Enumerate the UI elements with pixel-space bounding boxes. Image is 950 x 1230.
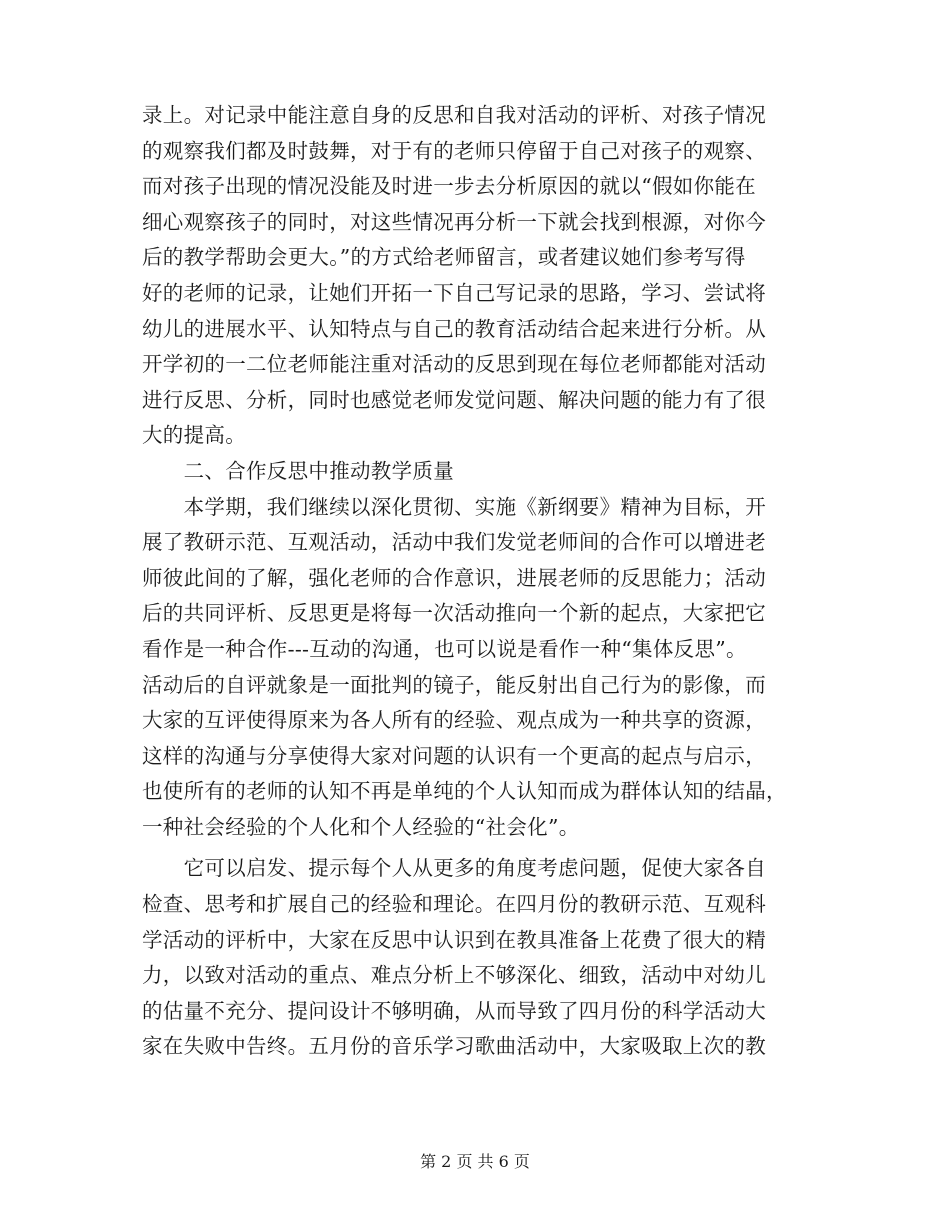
text-line: 而对孩子出现的情况没能及时进一步去分析原因的就以“假如你能在: [142, 174, 756, 199]
text-line: 一种社会经验的个人化和个人经验的“社会化”。: [142, 814, 580, 839]
text-line: 开学初的一二位老师能注重对活动的反思到现在每位老师都能对活动: [142, 352, 766, 377]
text-line: 后的共同评析、反思更是将每一次活动推向一个新的起点，大家把它: [142, 601, 766, 626]
text-line: 的观察我们都及时鼓舞，对于有的老师只停留于自己对孩子的观察、: [142, 138, 766, 163]
text-line: 本学期，我们继续以深化贯彻、实施《新纲要》精神为目标，开: [142, 494, 766, 519]
text-line: 力，以致对活动的重点、难点分析上不够深化、细致，活动中对幼儿: [142, 963, 766, 988]
text-line: 二、合作反思中推动教学质量: [142, 458, 454, 483]
text-line: 看作是一种合作---互动的沟通，也可以说是看作一种“集体反思”。: [142, 636, 747, 661]
page-footer: 第 2 页 共 6 页: [420, 1152, 530, 1171]
text-line: 细心观察孩子的同时，对这些情况再分析一下就会找到根源，对你今: [142, 209, 766, 234]
text-line: 后的教学帮助会更大。”的方式给老师留言，或者建议她们参考写得: [142, 245, 746, 270]
text-line: 展了教研示范、互观活动，活动中我们发觉老师间的合作可以增进老: [142, 530, 766, 555]
text-line: 家在失败中告终。五月份的音乐学习歌曲活动中，大家吸取上次的教: [142, 1034, 766, 1059]
text-line: 也使所有的老师的认知不再是单纯的个人认知而成为群体认知的结晶，: [142, 779, 787, 804]
text-line: 进行反思、分析，同时也感觉老师发觉问题、解决问题的能力有了很: [142, 387, 766, 412]
text-line: 大家的互评使得原来为各人所有的经验、观点成为一种共享的资源，: [142, 708, 766, 733]
text-line: 大的提高。: [142, 423, 246, 448]
text-line: 录上。对记录中能注意自身的反思和自我对活动的评析、对孩子情况: [142, 103, 766, 127]
text-line: 幼儿的进展水平、认知特点与自己的教育活动结合起来进行分析。从: [142, 316, 766, 341]
text-line: 它可以启发、提示每个人从更多的角度考虑问题，促使大家各自: [142, 856, 766, 881]
text-line: 活动后的自评就象是一面批判的镜子，能反射出自己行为的影像，而: [142, 672, 766, 697]
text-line: 学活动的评析中，大家在反思中认识到在教具准备上花费了很大的精: [142, 927, 766, 952]
text-line: 的估量不充分、提问设计不够明确，从而导致了四月份的科学活动大: [142, 998, 766, 1023]
text-line: 这样的沟通与分享使得大家对问题的认识有一个更高的起点与启示，: [142, 743, 766, 768]
document-body: [142, 98, 812, 1065]
text-line: 师彼此间的了解，强化老师的合作意识，进展老师的反思能力；活动: [142, 565, 766, 590]
text-line: 好的老师的记录，让她们开拓一下自己写记录的思路，学习、尝试将: [142, 280, 766, 305]
text-line: 检查、思考和扩展自己的经验和理论。在四月份的教研示范、互观科: [142, 892, 766, 917]
